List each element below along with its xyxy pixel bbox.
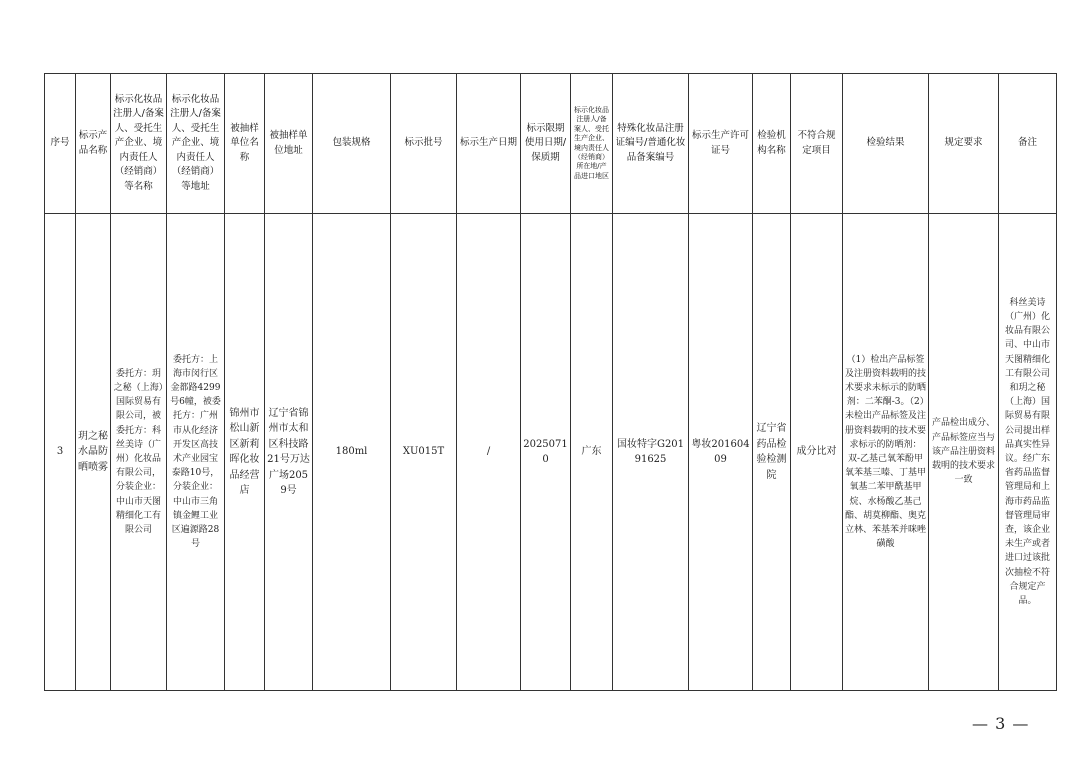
cell-sampled-unit-name: 锦州市松山新区新莉晖化妆品经营店 (225, 214, 265, 691)
header-row (45, 74, 1057, 214)
header-registration-no: 特殊化妆品注册证编号/普通化妆品备案编号 (613, 74, 689, 214)
header-sampled-unit-name: 被抽样单位名称 (225, 74, 265, 214)
cell-expiry: 20250710 (521, 214, 571, 691)
cell-remark: 科丝美诗（广州）化妆品有限公司、中山市天图精细化工有限公司和玥之秘（上海）国际贸易有限公司提出样品真实性异议。经广东省药品监督管理局和上海市药品监督管理局审查，该企业未生产或者进口过该批次抽检不符合规定产品。 (999, 214, 1057, 691)
header-remark: 备注 (999, 74, 1057, 214)
header-sampled-unit-address: 被抽样单位地址 (265, 74, 313, 214)
header-company-addresses: 标示化妆品注册人/备案人、受托生产企业、境内责任人（经销商）等地址 (167, 74, 225, 214)
cell-package-spec: 180ml (313, 214, 391, 691)
cell-license-no: 粤妆20160409 (689, 214, 753, 691)
table-row (45, 214, 1057, 691)
cell-registration-no: 国妆特字G20191625 (613, 214, 689, 691)
header-license-no: 标示生产许可证号 (689, 74, 753, 214)
header-inspection-agency: 检验机构名称 (753, 74, 791, 214)
header-company-names: 标示化妆品注册人/备案人、受托生产企业、境内责任人（经销商）等名称 (111, 74, 167, 214)
header-product-name: 标示产品名称 (76, 74, 111, 214)
cell-requirement: 产品检出成分、产品标签应当与该产品注册资料载明的技术要求一致 (929, 214, 999, 691)
header-production-date: 标示生产日期 (457, 74, 521, 214)
cell-production-date: / (457, 214, 521, 691)
header-requirement: 规定要求 (929, 74, 999, 214)
page-number: — 3 — (972, 714, 1030, 733)
header-expiry: 标示限期使用日期/保质期 (521, 74, 571, 214)
cell-inspection-agency: 辽宁省药品检验检测院 (753, 214, 791, 691)
cell-region: 广东 (571, 214, 613, 691)
header-region: 标示化妆品注册人/备案人、受托生产企业、境内责任人（经销商）所在地/产品进口地区 (571, 74, 613, 214)
cell-seq: 3 (45, 214, 76, 691)
header-failed-item: 不符合规定项目 (791, 74, 843, 214)
cell-result: （1）检出产品标签及注册资料载明的技术要求未标示的防晒剂：二苯酮-3。（2）未检出产品标签及注册资料载明的技术要求标示的防晒剂：双-乙基己氧苯酚甲氧苯基三嗪、丁基甲氧基二苯甲酰基甲烷、水杨酸乙基己酯、胡莫柳酯、奥克立林、苯基苯并咪唑磺酸 (843, 214, 929, 691)
header-result: 检验结果 (843, 74, 929, 214)
header-seq: 序号 (45, 74, 76, 214)
header-batch-no: 标示批号 (391, 74, 457, 214)
inspection-table (44, 73, 1057, 691)
cell-product-name: 玥之秘水晶防晒喷雾 (76, 214, 111, 691)
cell-company-addresses: 委托方：上海市闵行区金都路4299号6幢，被委托方：广州市从化经济开发区高技术产业园宝泰路10号，分装企业：中山市三角镇金鲤工业区遍源路28号 (167, 214, 225, 691)
cell-failed-item: 成分比对 (791, 214, 843, 691)
cell-batch-no: XU015T (391, 214, 457, 691)
cell-company-names: 委托方：玥之秘（上海）国际贸易有限公司，被委托方：科丝美诗（广州）化妆品有限公司，分装企业：中山市天图精细化工有限公司 (111, 214, 167, 691)
header-package-spec: 包装规格 (313, 74, 391, 214)
cell-sampled-unit-address: 辽宁省锦州市太和区科技路21号万达广场2059号 (265, 214, 313, 691)
